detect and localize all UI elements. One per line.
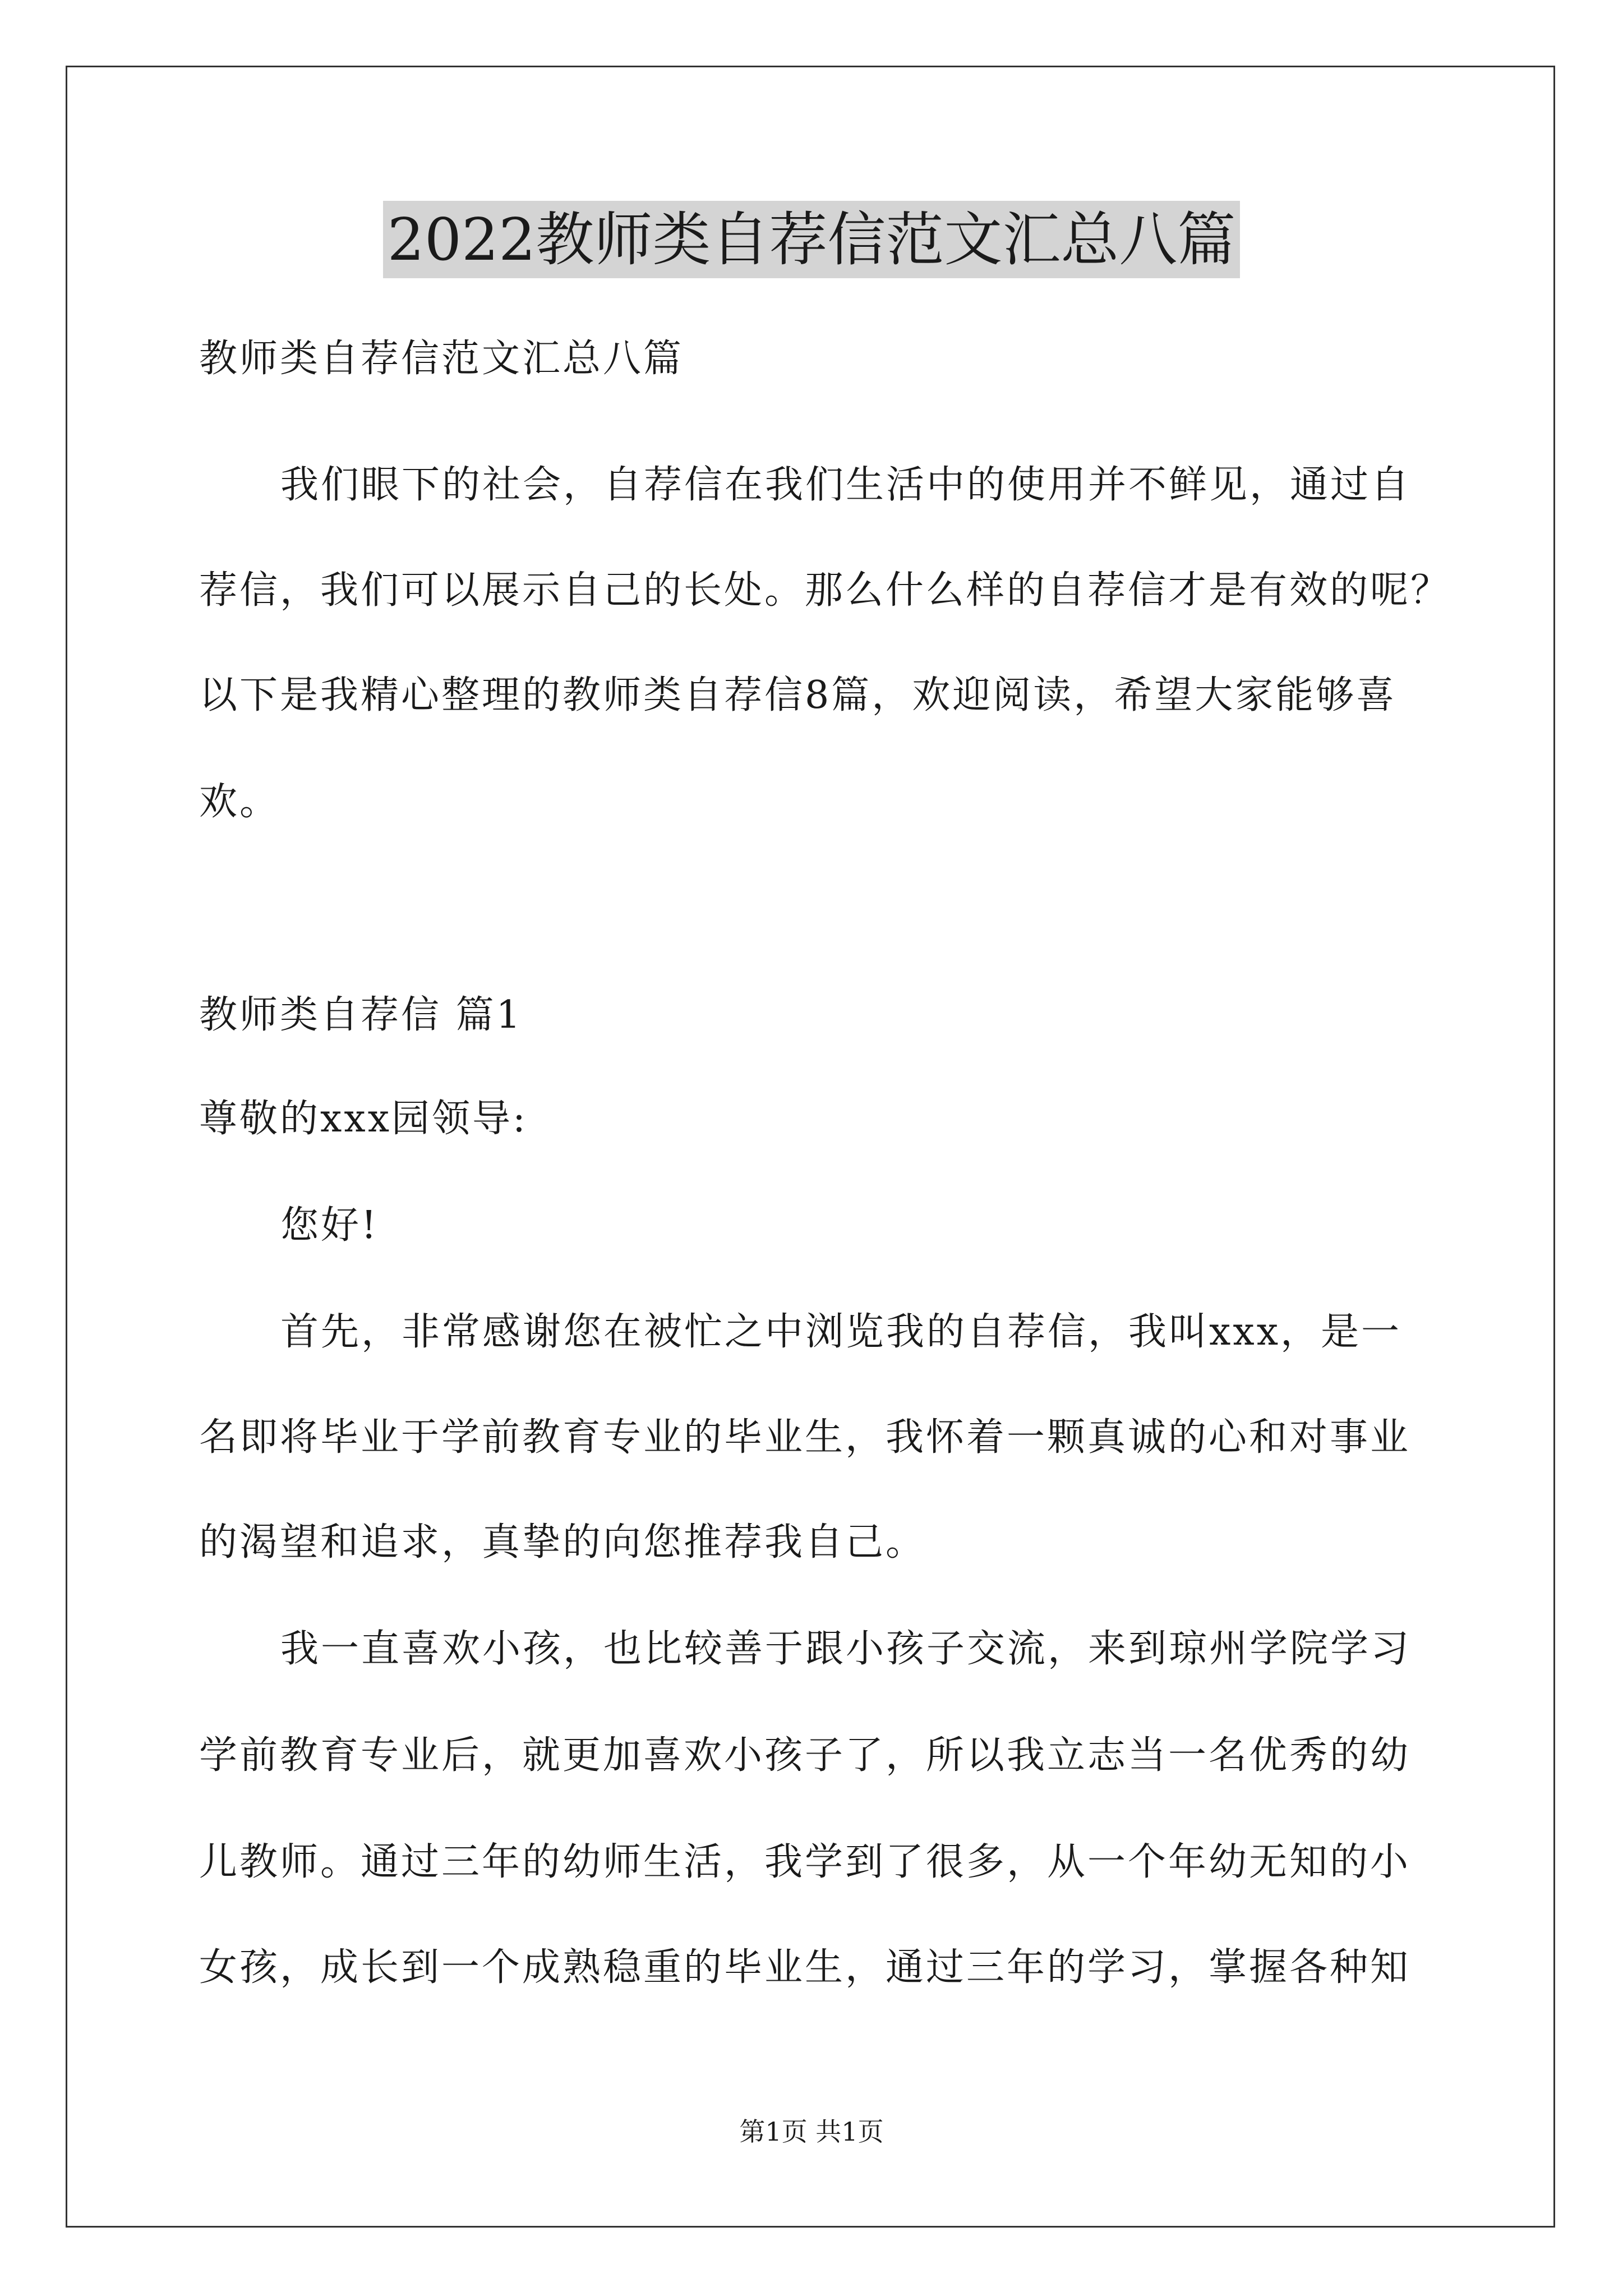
body-line-3: 的渴望和追求，真挚的向您推荐我自己。 — [199, 1520, 926, 1565]
salutation: 尊敬的xxx园领导: — [199, 1097, 528, 1141]
body-line-5: 学前教育专业后，就更加喜欢小孩子了，所以我立志当一名优秀的幼 — [199, 1733, 1411, 1778]
intro-line-1: 我们眼下的社会，自荐信在我们生活中的使用并不鲜见，通过自 — [280, 463, 1412, 507]
body-line-7: 女孩，成长到一个成熟稳重的毕业生，通过三年的学习，掌握各种知 — [199, 1945, 1411, 1990]
page-number: 第1页 共1页 — [739, 2116, 884, 2147]
body-line-4: 我一直喜欢小孩，也比较善于跟小孩子交流，来到琼州学院学习 — [280, 1627, 1412, 1671]
intro-line-3: 以下是我精心整理的教师类自荐信8篇，欢迎阅读，希望大家能够喜 — [199, 673, 1397, 717]
section-heading-1: 教师类自荐信 篇1 — [199, 993, 523, 1037]
document-title — [0, 197, 1623, 282]
body-line-1: 首先，非常感谢您在被忙之中浏览我的自荐信，我叫xxx，是一 — [280, 1310, 1402, 1354]
intro-line-4: 欢。 — [199, 780, 280, 824]
document-title-text: 2022教师类自荐信范文汇总八篇 — [383, 201, 1241, 278]
body-line-6: 儿教师。通过三年的幼师生活，我学到了很多，从一个年幼无知的小 — [199, 1840, 1411, 1884]
body-line-2: 名即将毕业于学前教育专业的毕业生，我怀着一颗真诚的心和对事业 — [199, 1415, 1411, 1460]
intro-line-2: 荐信，我们可以展示自己的长处。那么什么样的自荐信才是有效的呢？ — [199, 568, 1451, 613]
greeting: 您好! — [280, 1203, 379, 1248]
document-subtitle: 教师类自荐信范文汇总八篇 — [199, 337, 684, 381]
